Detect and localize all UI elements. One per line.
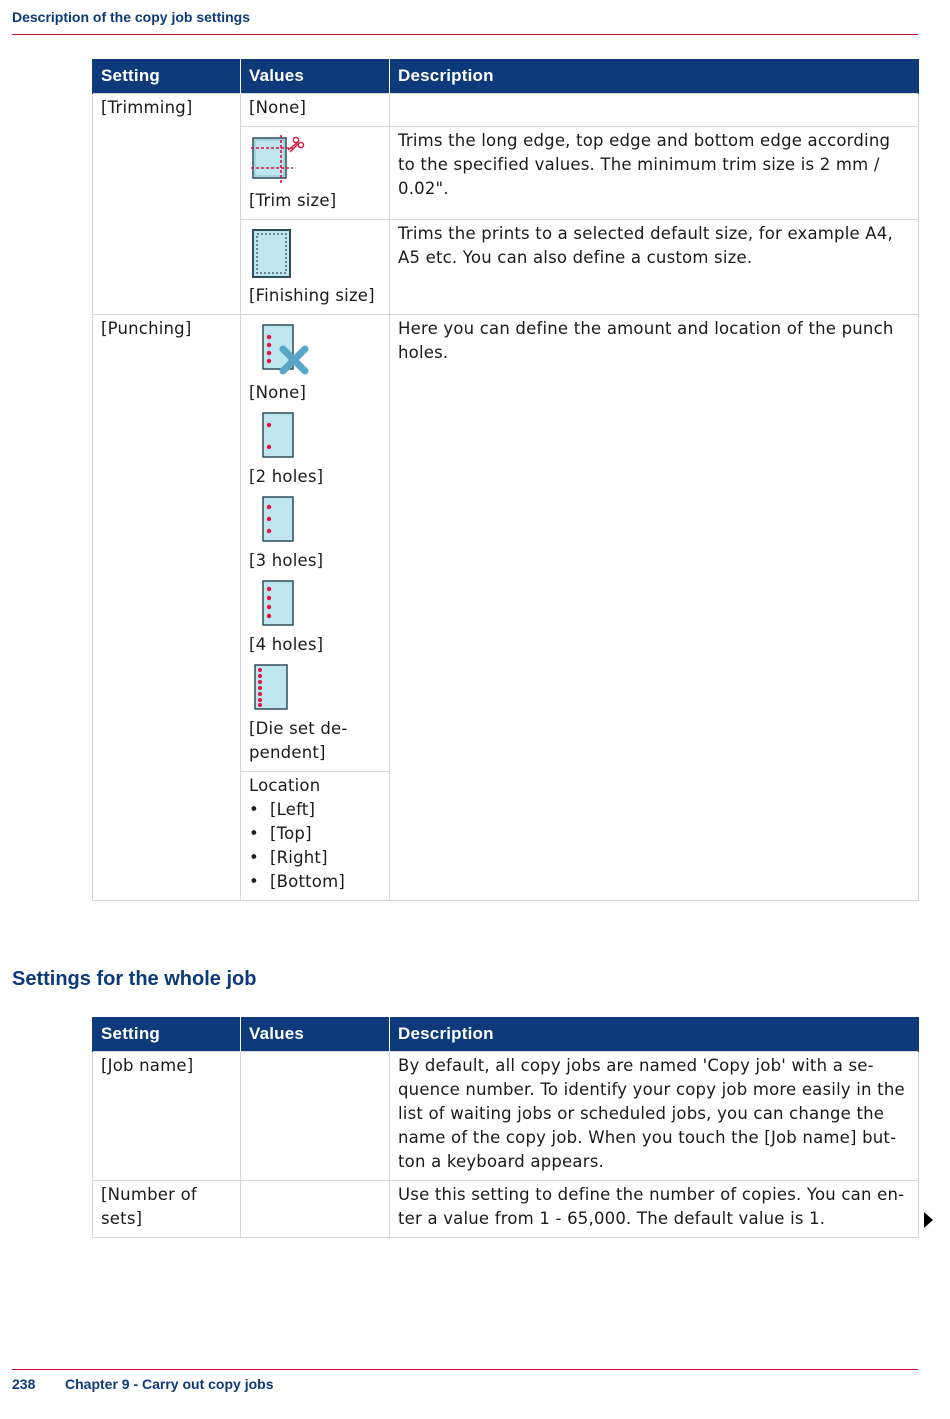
finishing-size-icon xyxy=(251,228,293,280)
running-header: Description of the copy job settings xyxy=(12,9,251,25)
setting-number-of-sets: [Number of sets] xyxy=(93,1181,241,1238)
header-rule xyxy=(12,34,918,35)
next-page-arrow-icon xyxy=(924,1212,933,1228)
setting-punching: [Punching] xyxy=(93,315,241,901)
punch-3-holes-icon xyxy=(251,495,311,545)
value-trim-size-label: [Trim size] xyxy=(249,191,337,210)
punch-none-icon xyxy=(251,323,311,377)
value-job-name xyxy=(241,1052,390,1181)
table-row xyxy=(93,94,919,127)
value-trim-none: [None] xyxy=(241,94,390,127)
value-finishing-size-label: [Finishing size] xyxy=(249,286,375,305)
setting-job-name: [Job name] xyxy=(93,1052,241,1181)
chapter-title: Chapter 9 - Carry out copy jobs xyxy=(65,1376,274,1392)
column-header-description: Description xyxy=(390,1017,919,1052)
column-header-setting: Setting xyxy=(93,1017,241,1052)
setting-trimming: [Trimming] xyxy=(93,94,241,315)
location-list xyxy=(249,798,381,894)
table-row xyxy=(93,1052,919,1181)
description-job-name: By default, all copy jobs are named 'Copy job' with a se-quence number. To identify your copy job more easily in the list of waiting jobs or scheduled jobs, you can change the name of the copy job. When you touch the [Job name] but-ton a keyboard appears. xyxy=(390,1052,919,1181)
trimming-punching-table xyxy=(92,59,919,901)
list-item: • [Top] xyxy=(249,822,381,846)
value-punch-list xyxy=(241,315,390,772)
location-label: Location xyxy=(249,776,321,795)
value-number-of-sets xyxy=(241,1181,390,1238)
description-punching: Here you can define the amount and location of the punch holes. xyxy=(390,315,919,901)
description-finishing-size: Trims the prints to a selected default size, for example A4, A5 etc. You can also define a custom size. xyxy=(390,220,919,315)
list-item: • [Bottom] xyxy=(249,870,381,894)
punch-die-set-icon xyxy=(251,663,311,713)
value-punch-location xyxy=(241,772,390,901)
value-finishing-size xyxy=(241,220,390,315)
value-punch-4-holes: [4 holes] xyxy=(249,635,324,654)
column-header-setting: Setting xyxy=(93,59,241,94)
value-trim-size xyxy=(241,127,390,220)
trim-size-icon xyxy=(251,135,305,185)
description-trim-none xyxy=(390,94,919,127)
footer-rule xyxy=(12,1369,918,1370)
value-punch-3-holes: [3 holes] xyxy=(249,551,324,570)
description-number-of-sets: Use this setting to define the number of copies. You can en-ter a value from 1 - 65,000. The default value is 1. xyxy=(390,1181,919,1238)
table-header-row xyxy=(93,1017,919,1052)
list-item: • [Left] xyxy=(249,798,381,822)
list-item: • [Right] xyxy=(249,846,381,870)
column-header-description: Description xyxy=(390,59,919,94)
table-row xyxy=(93,1181,919,1238)
value-punch-2-holes: [2 holes] xyxy=(249,467,324,486)
punch-2-holes-icon xyxy=(251,411,311,461)
table-row xyxy=(93,315,919,772)
whole-job-table xyxy=(92,1017,919,1238)
description-trim-size: Trims the long edge, top edge and bottom edge according to the specified values. The minimum trim size is 2 mm / 0.02". xyxy=(390,127,919,220)
column-header-values: Values xyxy=(241,1017,390,1052)
page-number: 238 xyxy=(12,1376,36,1392)
column-header-values: Values xyxy=(241,59,390,94)
value-punch-none: [None] xyxy=(249,383,307,402)
value-punch-die-set: [Die set de-pendent] xyxy=(249,719,348,762)
table-header-row xyxy=(93,59,919,94)
punch-4-holes-icon xyxy=(251,579,311,629)
section-title: Settings for the whole job xyxy=(12,968,257,990)
